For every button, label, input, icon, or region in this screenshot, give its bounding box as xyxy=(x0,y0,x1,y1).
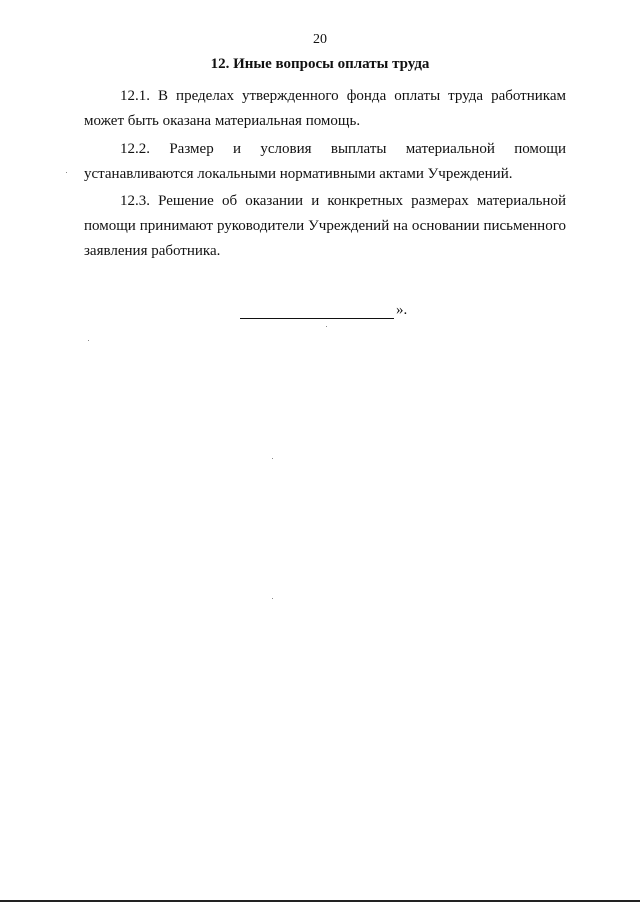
paragraph-text: 12.2. Размер и условия выплаты материальной помощи устанавливаются локальными нормативными актами Учреждений. xyxy=(84,141,566,182)
paragraph-12-2 xyxy=(84,137,566,187)
bottom-edge-rule xyxy=(0,900,640,902)
closing-quote-mark: ». xyxy=(396,302,408,318)
blank-underline xyxy=(240,302,394,319)
closing-line-block xyxy=(240,302,407,319)
scan-speck xyxy=(88,340,89,341)
page-number: 20 xyxy=(313,32,327,47)
section-title: 12. Иные вопросы оплаты труда xyxy=(210,56,430,72)
scan-speck xyxy=(272,598,273,599)
scan-speck xyxy=(326,326,327,327)
scan-speck xyxy=(66,172,67,173)
paragraph-12-3 xyxy=(84,189,566,264)
scan-speck xyxy=(272,458,273,459)
paragraph-text: 12.3. Решение об оказании и конкретных размерах материальной помощи принимают руководители Учреждений на основании письменного заявления работника. xyxy=(84,193,566,259)
paragraph-12-1 xyxy=(84,84,566,134)
paragraph-text: 12.1. В пределах утвержденного фонда оплаты труда работникам может быть оказана материальная помощь. xyxy=(84,88,566,129)
